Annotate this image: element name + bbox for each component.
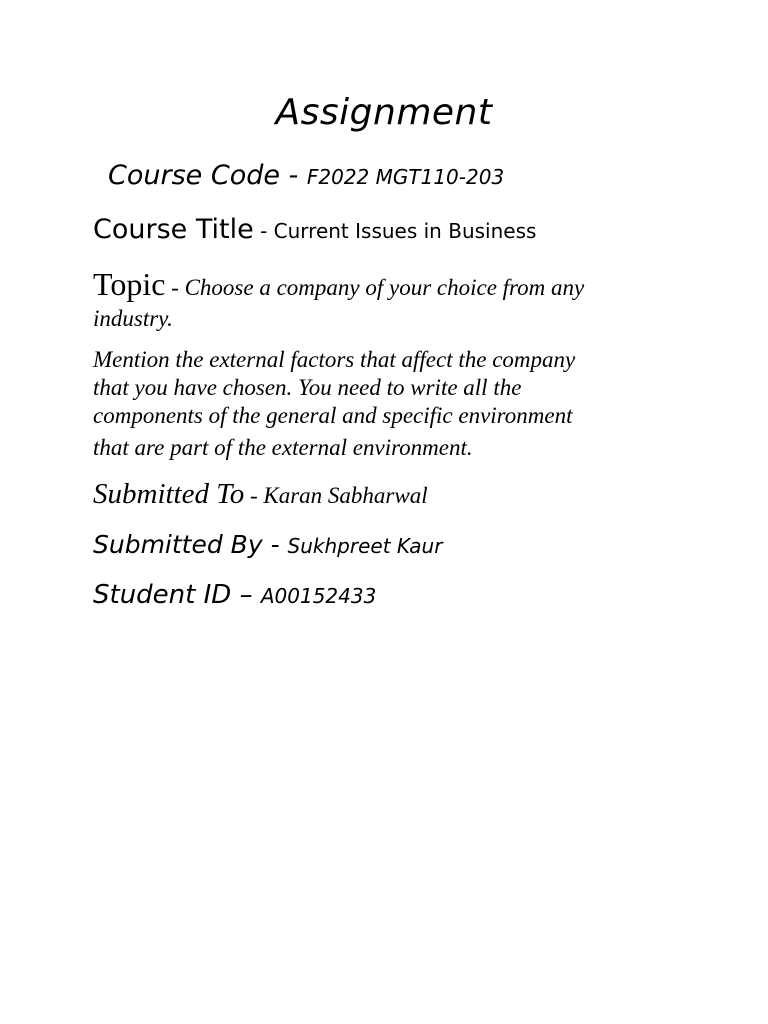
submitted-by-line <box>93 530 442 559</box>
description-line: Mention the external factors that affect the company <box>93 347 576 372</box>
topic-line <box>93 266 584 303</box>
topic-label: Topic <box>93 266 166 302</box>
course-code-value: F2022 MGT110-203 <box>306 165 505 189</box>
document-title: Assignment <box>275 92 493 133</box>
description-line: components of the general and specific environment <box>93 403 573 428</box>
course-title-separator: - <box>253 219 274 243</box>
description-paragraph <box>93 346 693 462</box>
description-line: that you have chosen. You need to write all the <box>93 375 522 400</box>
topic-text-continued: industry. <box>93 306 173 331</box>
submitted-by-value: Sukhpreet Kaur <box>287 534 443 558</box>
course-title-line <box>93 214 536 245</box>
description-line: that are part of the external environment. <box>93 435 473 460</box>
submitted-to-separator: - <box>244 483 264 508</box>
course-title-label: Course Title <box>93 214 254 245</box>
submitted-to-label: Submitted To <box>93 478 245 510</box>
submitted-to-line <box>93 478 428 511</box>
topic-text: Choose a company of your choice from any <box>184 275 585 300</box>
course-code-label: Course Code - <box>108 160 307 191</box>
student-id-label: Student ID – <box>93 580 261 610</box>
student-id-value: A00152433 <box>260 584 377 608</box>
student-id-line <box>93 580 376 610</box>
course-code-line <box>108 160 504 191</box>
submitted-to-value: Karan Sabharwal <box>263 483 428 508</box>
topic-separator: - <box>165 275 185 300</box>
course-title-value: Current Issues in Business <box>273 219 537 243</box>
submitted-by-label: Submitted By - <box>93 530 288 559</box>
